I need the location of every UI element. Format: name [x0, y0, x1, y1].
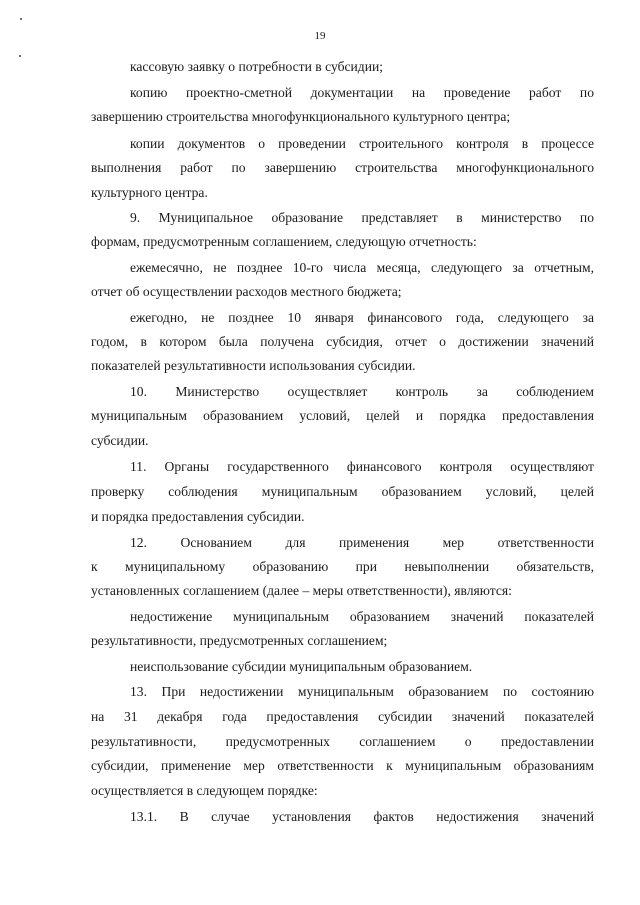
text-line: копии документов о проведении строительного контроля в процессе [130, 136, 594, 151]
text-line: ежегодно, не позднее 10 января финансового года, следующего за [130, 310, 594, 325]
text-line: установленных соглашением (далее – меры ответственности), являются: [91, 583, 512, 598]
text-line: выполнения работ по завершению строительства многофункционального [91, 160, 594, 175]
text-line: формам, предусмотренным соглашением, следующую отчетность: [91, 234, 477, 249]
text-line: субсидии, применение мер ответственности к муниципальным образованиям [91, 758, 594, 773]
text-line: годом, в котором была получена субсидия, отчет о достижении значений [91, 334, 594, 349]
text-line: 13.1. В случае установления фактов недостижения значений [130, 809, 594, 824]
text-line: к муниципальному образованию при невыполнении обязательств, [91, 559, 594, 574]
text-line: культурного центра. [91, 185, 208, 200]
text-line: субсидии. [91, 433, 149, 448]
text-line: недостижение муниципальным образованием значений показателей [130, 609, 594, 624]
text-line: муниципальным образованием условий, целей и порядка предоставления [91, 408, 594, 423]
text-line: результативности, предусмотренных соглашением о предоставлении [91, 734, 594, 749]
text-line: показателей результативности использования субсидии. [91, 358, 416, 373]
scan-speck [19, 55, 21, 57]
page-number: 19 [314, 30, 326, 42]
text-line: кассовую заявку о потребности в субсидии; [130, 59, 384, 74]
text-line: завершению строительства многофункционального культурного центра; [91, 109, 511, 124]
text-line: 11. Органы государственного финансового контроля осуществляют [130, 459, 594, 474]
text-line: 9. Муниципальное образование представляет в министерство по [130, 210, 594, 225]
text-line: копию проектно-сметной документации на проведение работ по [130, 85, 594, 100]
text-line: отчет об осуществлении расходов местного бюджета; [91, 284, 402, 299]
text-line: 12. Основанием для применения мер ответственности [130, 535, 594, 550]
text-line: результативности, предусмотренных соглашением; [91, 633, 388, 648]
text-line: 10. Министерство осуществляет контроль за соблюдением [130, 384, 594, 399]
text-line: и порядка предоставления субсидии. [91, 509, 305, 524]
text-line: 13. При недостижении муниципальным образованием по состоянию [130, 684, 594, 699]
text-line: осуществляется в следующем порядке: [91, 783, 318, 798]
text-line: ежемесячно, не позднее 10-го числа месяца, следующего за отчетным, [130, 260, 594, 275]
text-line: неиспользование субсидии муниципальным образованием. [130, 659, 473, 674]
text-line: на 31 декабря года предоставления субсидии значений показателей [91, 709, 594, 724]
scan-speck [20, 18, 22, 20]
text-line: проверку соблюдения муниципальным образованием условий, целей [91, 484, 594, 499]
